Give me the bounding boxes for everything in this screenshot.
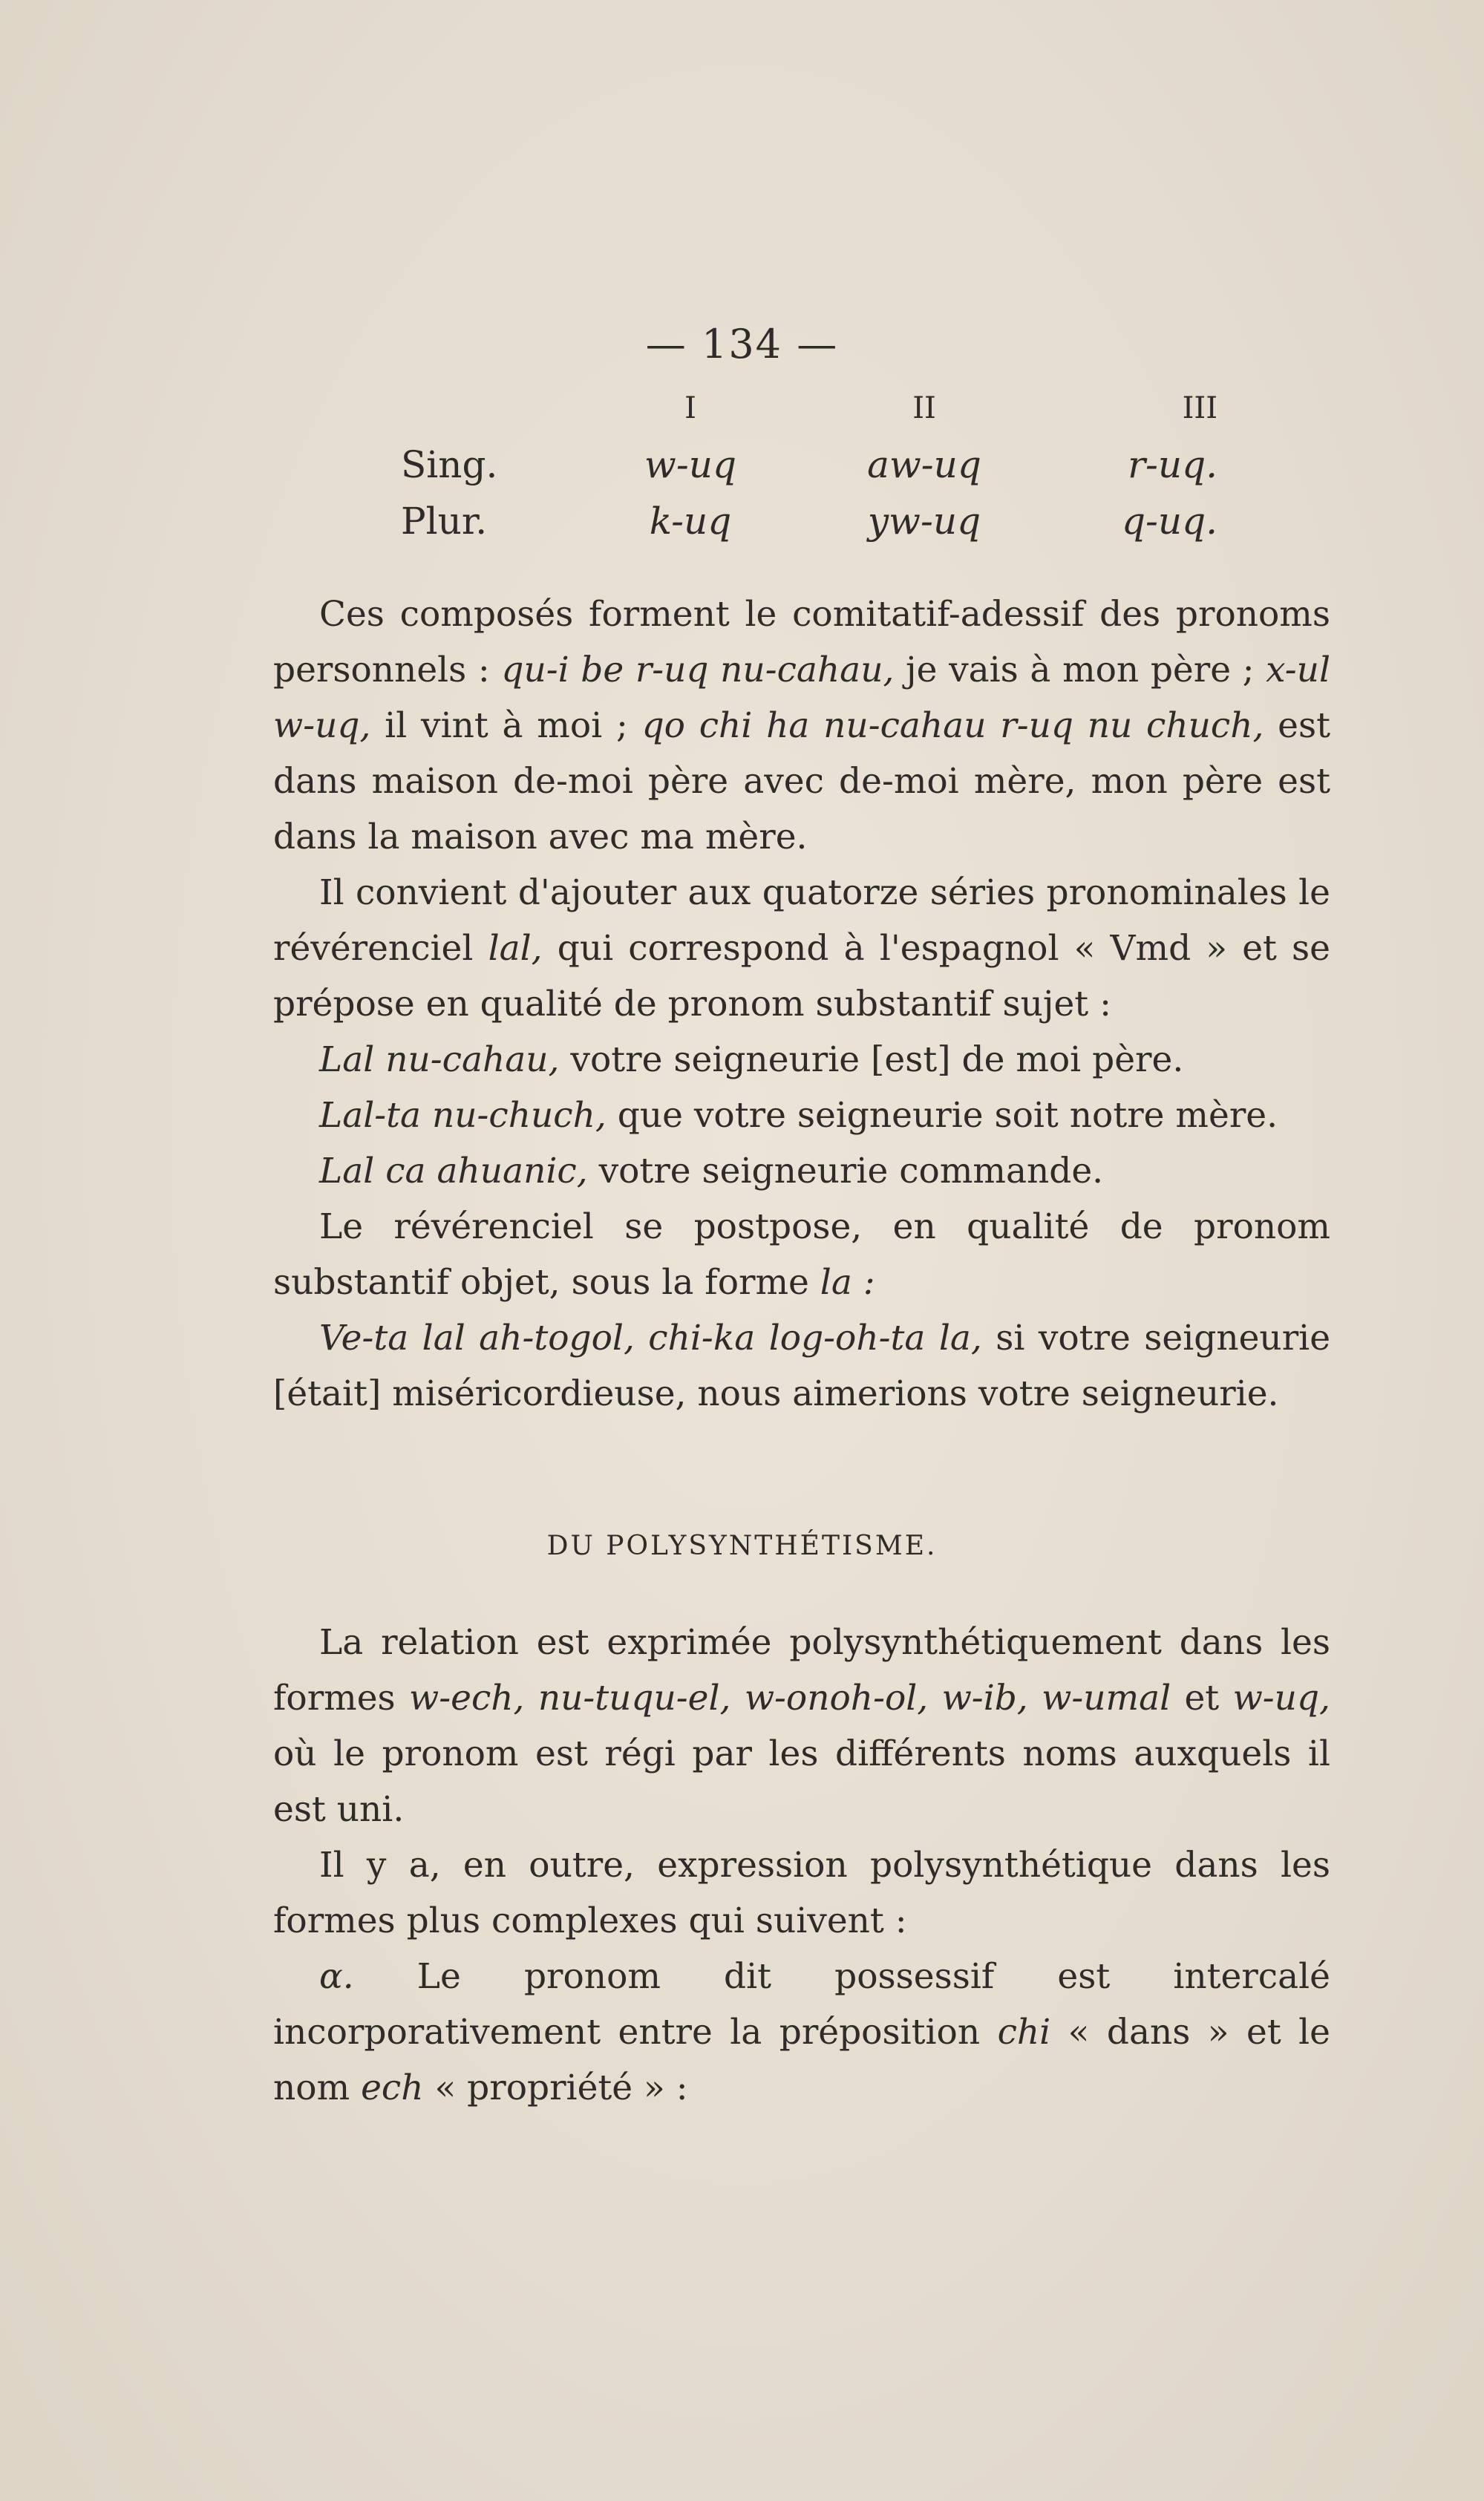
example-line: Lal ca ahuanic, votre seigneurie commande.: [319, 1151, 1104, 1191]
pronoun-table: [401, 380, 1217, 549]
row-label: Plur.: [401, 500, 488, 543]
paragraph: Ces composés forment le comitatif-adessif des pronoms personnels : qu-i be r-uq nu-cahau, je vais à mon père ; x-ul w-uq, il vint à moi ; qo chi ha nu-cahau r-uq nu chuch, est dans maison de-moi père avec de-moi mère, mon père est dans la maison avec ma mère.: [273, 594, 1330, 857]
paragraph: Il convient d'ajouter aux quatorze séries pronominales le révérenciel lal, qui correspond à l'espagnol « Vmd » et se prépose en qualité de pronom substantif sujet :: [273, 872, 1330, 1024]
table-cell: yw-uq: [867, 500, 981, 543]
column-header: II: [912, 391, 936, 425]
example-line: Lal nu-cahau, votre seigneurie [est] de moi père.: [319, 1039, 1184, 1080]
example-line: Lal-ta nu-chuch, que votre seigneurie soit notre mère.: [319, 1095, 1278, 1136]
row-label: Sing.: [401, 443, 498, 486]
paragraph: La relation est exprimée polysynthétiquement dans les formes w-ech, nu-tuqu-el, w-onoh-ol, w-ib, w-umal et w-uq, où le pronom est régi par les différents noms auxquels il est uni.: [273, 1622, 1330, 1830]
table-cell: aw-uq: [867, 443, 981, 486]
section-heading: DU POLYSYNTHÉTISME.: [546, 1531, 938, 1561]
table-row: [401, 437, 1217, 493]
paragraph: Le révérenciel se postpose, en qualité de pronom substantif objet, sous la forme la :: [273, 1206, 1330, 1303]
table-cell: r-uq.: [1128, 443, 1217, 486]
table-cell: k-uq: [649, 500, 732, 543]
column-header: I: [684, 391, 696, 425]
table-header-row: [401, 380, 1217, 437]
column-header: III: [1182, 391, 1217, 425]
page-number: — 134 —: [645, 321, 839, 367]
table-cell: w-uq: [644, 443, 736, 486]
text-block-lower: [273, 1615, 1330, 2116]
paragraph: Il y a, en outre, expression polysynthétique dans les formes plus complexes qui suivent :: [273, 1845, 1330, 1941]
paragraph: α. Le pronom dit possessif est intercalé incorporativement entre la préposition chi « dans » et le nom ech « propriété » :: [273, 1956, 1330, 2108]
example-paragraph: Ve-ta lal ah-togol, chi-ka log-oh-ta la, si votre seigneurie [était] miséricordieuse, nous aimerions votre seigneurie.: [273, 1318, 1331, 1414]
text-block-upper: [273, 586, 1330, 1422]
table-cell: q-uq.: [1121, 500, 1217, 543]
table-row: [401, 493, 1217, 549]
list-marker: α.: [319, 1956, 354, 1997]
